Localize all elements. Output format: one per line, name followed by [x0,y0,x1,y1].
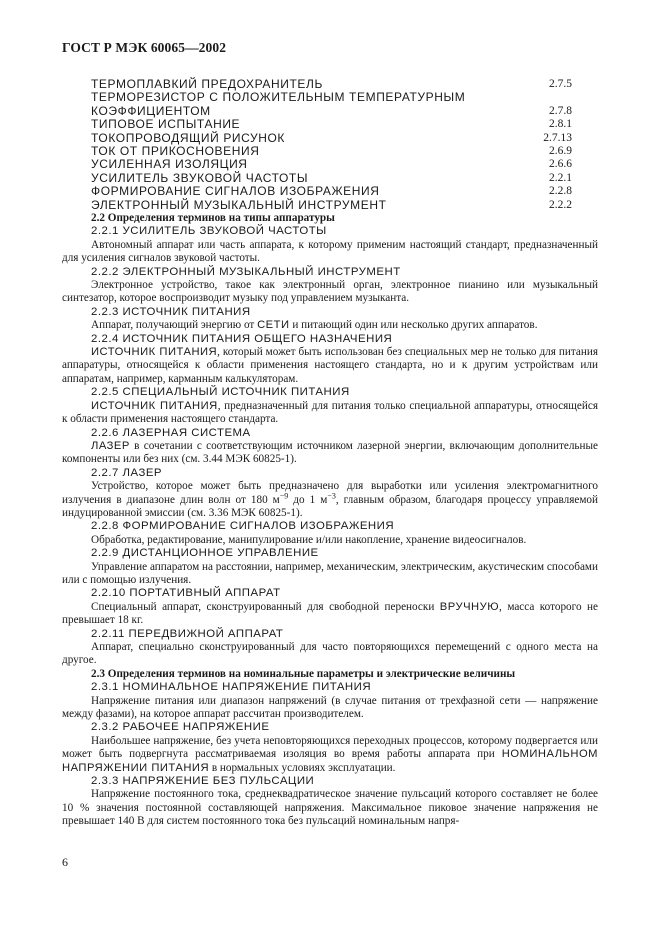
text-run: до 1 м [288,493,328,506]
definition-heading: 2.2.9 ДИСТАНЦИОННОЕ УПРАВЛЕНИЕ [91,547,319,560]
definition-heading: 2.2.10 ПОРТАТИВНЫЙ АППАРАТ [91,587,281,600]
index-row [91,145,572,158]
index-term: ЭЛЕКТРОННЫЙ МУЗЫКАЛЬНЫЙ ИНСТРУМЕНТ [91,197,387,212]
definition-text: Обработка, редактирование, манипулирование и/или накопление, хранение видеосигналов. [91,533,527,546]
definition-heading: 2.2.1 УСИЛИТЕЛЬ ЗВУКОВОЙ ЧАСТОТЫ [91,225,327,238]
definition-text [62,440,598,467]
definition-text [62,400,598,427]
text-run: , предназначенный для питания только специальной аппаратуры, относящейся к области применения настоящего стандарта. [62,399,598,426]
index-term: ТОКОПРОВОДЯЩИЙ РИСУНОК [91,130,286,145]
section-heading: 2.3 Определения терминов на номинальные параметры и электрические величины [91,667,516,680]
index-row [91,91,572,104]
text-run: , который может быть использован без специальных мер не только для питания аппаратуры, относящейся к области применения настоящего стандарта, но и к другим устройствам или аппаратам, например, карманным калькуляторам. [62,346,598,385]
index-term: ТИПОВОЕ ИСПЫТАНИЕ [91,117,241,132]
superscript: −9 [279,490,289,500]
definition-heading: 2.2.4 ИСТОЧНИК ПИТАНИЯ ОБЩЕГО НАЗНАЧЕНИЯ [91,332,393,345]
index-ref: 2.7.5 [549,78,572,90]
index-term: ТЕРМОПЛАВКИЙ ПРЕДОХРАНИТЕЛЬ [91,77,323,91]
index-term: УСИЛИТЕЛЬ ЗВУКОВОЙ ЧАСТОТЫ [91,170,309,185]
index-term: ТЕРМОРЕЗИСТОР С ПОЛОЖИТЕЛЬНЫМ ТЕМПЕРАТУРНЫМ [91,90,466,105]
term-reference: ИСТОЧНИК ПИТАНИЯ [91,399,218,412]
index-ref: 2.6.6 [549,158,572,171]
definition-text: Электронное устройство, такое как электронный орган, электронное пианино или музыкальный синтезатор, которое воспроизводит музыку под управлением музыканта. [62,279,598,305]
definition-text: Напряжение питания или диапазон напряжений (в случае питания от трехфазной сети — напряжение между фазами), на которое аппарат рассчитан производителем. [62,694,598,721]
definition-heading: 2.2.2 ЭЛЕКТРОННЫЙ МУЗЫКАЛЬНЫЙ ИНСТРУМЕНТ [91,265,401,278]
definition-heading: 2.2.6 ЛАЗЕРНАЯ СИСТЕМА [91,426,251,439]
index-row [91,118,572,131]
term-reference: ВРУЧНУЮ [439,600,500,613]
index-row [91,78,572,91]
index-term: КОЭФФИЦИЕНТОМ [91,103,211,118]
document-body [62,212,598,829]
text-run: Аппарат, получающий энергию от [91,319,258,332]
text-run: , масса которого не превышает 18 кг. [62,600,598,627]
index-row [91,105,572,118]
index-ref: 2.7.13 [543,131,572,144]
index-row [91,172,572,185]
term-index [91,78,572,212]
index-ref: 2.8.1 [549,118,572,131]
definition-text: Управление аппаратом на расстоянии, например, механическим, электрическим, акустическим способами или с помощью излучения. [62,560,598,586]
index-ref: 2.6.9 [549,144,572,157]
superscript: −3 [327,490,336,500]
index-row [91,158,572,171]
section-heading: 2.2 Определения терминов на типы аппаратуры [91,212,335,224]
definition-heading: 2.3.1 НОМИНАЛЬНОЕ НАПРЯЖЕНИЕ ПИТАНИЯ [91,681,372,694]
document-header: ГОСТ Р МЭК 60065—2002 [62,40,227,55]
definition-heading: 2.2.3 ИСТОЧНИК ПИТАНИЯ [91,305,251,318]
text-run: в нормальных условиях эксплуатации. [209,761,396,774]
index-row [91,185,572,198]
definition-heading: 2.3.2 РАБОЧЕЕ НАПРЯЖЕНИЕ [91,721,270,734]
text-run: , главным образом, благодаря процессу управляемой индуцированной эмиссии (см. 3.36 МЭК 60825-1). [62,493,598,519]
definition-text [62,319,598,332]
definition-heading: 2.2.8 ФОРМИРОВАНИЕ СИГНАЛОВ ИЗОБРАЖЕНИЯ [91,520,395,533]
text-run: Устройство, которое может быть предназначено для выработки или усиления электромагнитного излучения в диапазоне длин волн от 180 м [62,480,598,506]
index-ref: 2.2.8 [549,185,572,198]
index-ref: 2.2.2 [549,198,572,211]
term-reference: ИСТОЧНИК ПИТАНИЯ [91,346,218,359]
definition-heading: 2.2.7 ЛАЗЕР [91,466,163,479]
definition-text [62,735,598,775]
definition-text: Напряжение постоянного тока, среднеквадратическое значение пульсаций которого составляет не более 10 % значения постоянной составляющей напряжения. Максимальное пиковое значение напряжения не превышает 140 В для систем постоянного тока без пульсаций номинальным напря- [62,788,598,828]
index-row [91,199,572,212]
definition-text [62,601,598,628]
term-reference: СЕТИ [257,319,290,332]
definition-text: Аппарат, специально сконструированный для часто повторяющихся перемещений с одного места на другое. [62,641,598,667]
term-reference: НОМИНАЛЬНОМ НАПРЯЖЕНИИ ПИТАНИЯ [62,748,598,774]
definition-heading: 2.3.3 НАПРЯЖЕНИЕ БЕЗ ПУЛЬСАЦИИ [91,775,315,788]
definition-text [62,480,598,520]
index-term: ТОК ОТ ПРИКОСНОВЕНИЯ [91,143,260,158]
definition-text: Автономный аппарат или часть аппарата, к которому применим настоящий стандарт, предназначенный для усиления сигналов звуковой частоты. [62,238,598,265]
text-run: и питающий один или несколько других аппаратов. [289,319,538,332]
text-run: Специальный аппарат, сконструированный для свободной переноски [91,600,440,613]
index-ref: 2.7.8 [549,104,572,117]
definition-heading: 2.2.5 СПЕЦИАЛЬНЫЙ ИСТОЧНИК ПИТАНИЯ [91,386,350,399]
index-ref: 2.2.1 [549,171,572,184]
index-term: ФОРМИРОВАНИЕ СИГНАЛОВ ИЗОБРАЖЕНИЯ [91,184,380,199]
text-run: Наибольшее напряжение, без учета неповторяющихся переходных процессов, которому подвергается или может быть подвергнута рассматриваемая изоляция во время работы аппарата при [62,734,598,761]
definition-heading: 2.2.11 ПЕРЕДВИЖНОЙ АППАРАТ [91,627,284,640]
index-term: УСИЛЕННАЯ ИЗОЛЯЦИЯ [91,157,248,172]
page-number: 6 [62,855,68,869]
text-run: в сочетании с соответствующим источником лазерной энергии, включающим дополнительные компоненты или без них (см. 3.44 МЭК 60825-1). [62,439,598,466]
term-reference: ЛАЗЕР [91,439,130,452]
index-row [91,132,572,145]
definition-text [62,346,598,386]
